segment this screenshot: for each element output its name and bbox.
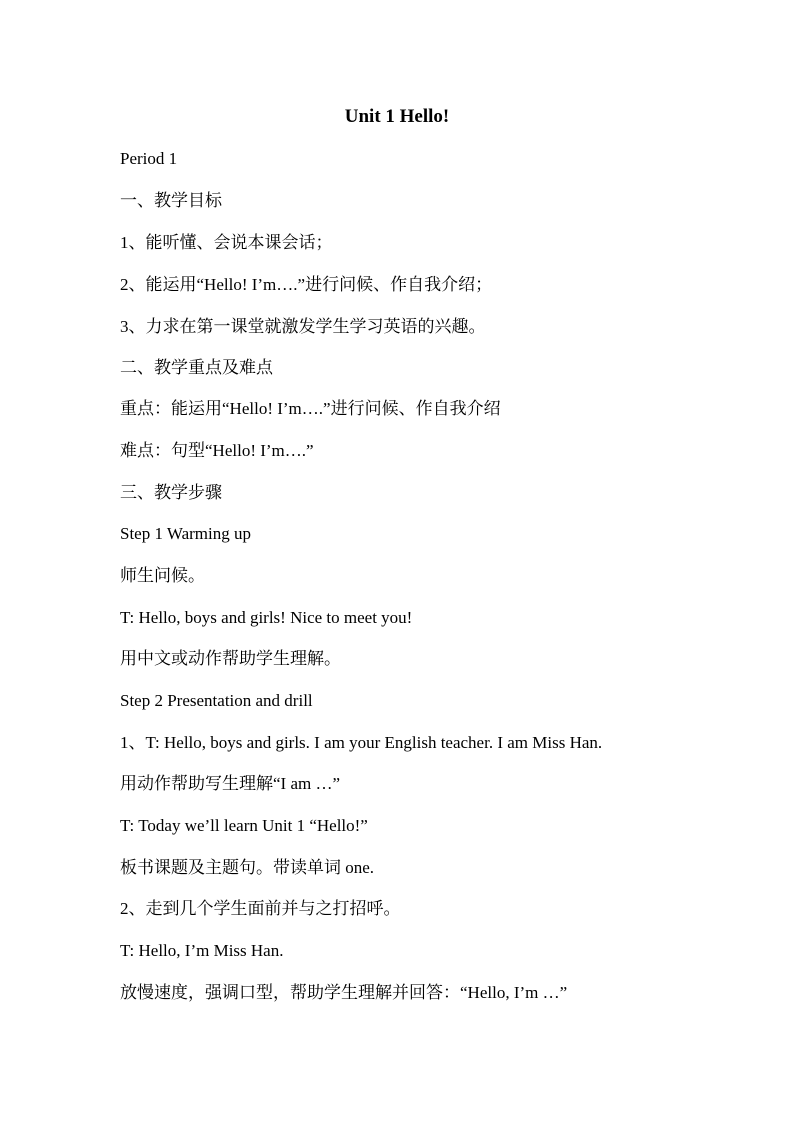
objective-item-3: 3、力求在第一课堂就激发学生学习英语的兴趣。: [120, 317, 486, 336]
difficult-point-line: 难点：句型“Hello! I’m….”: [120, 441, 314, 460]
objective-item-2: 2、能运用“Hello! I’m….”进行问候、作自我介绍；: [120, 275, 493, 294]
step-2-text-2: 板书课题及主题句。带读单词 one.: [120, 858, 375, 877]
step-2-heading: Step 2 Presentation and drill: [120, 691, 313, 710]
objective-item-1: 1、能听懂、会说本课会话；: [120, 233, 333, 252]
step-1-heading: Step 1 Warming up: [120, 524, 252, 543]
section-heading-key-points: 二、教学重点及难点: [120, 358, 273, 377]
section-heading-steps: 三、教学步骤: [120, 483, 222, 502]
step-2-dialogue-1: T: Today we’ll learn Unit 1 “Hello!”: [120, 816, 368, 835]
step-1-text-2: 用中文或动作帮助学生理解。: [120, 649, 341, 668]
step-2-item-2: 2、走到几个学生面前并与之打招呼。: [120, 899, 401, 918]
step-1-text-1: 师生问候。: [120, 566, 205, 585]
step-2-dialogue-2: T: Hello, I’m Miss Han.: [120, 941, 284, 960]
step-2-item-1: 1、T: Hello, boys and girls. I am your English teacher. I am Miss Han.: [120, 733, 603, 752]
period-heading: Period 1: [120, 149, 178, 168]
key-point-line: 重点：能运用“Hello! I’m….”进行问候、作自我介绍: [120, 399, 501, 418]
step-2-text-1: 用动作帮助写生理解“I am …”: [120, 774, 341, 793]
step-2-text-3: 放慢速度，强调口型，帮助学生理解并回答：“Hello, I’m …”: [120, 983, 568, 1002]
document-title: Unit 1 Hello!: [344, 106, 450, 127]
step-1-dialogue: T: Hello, boys and girls! Nice to meet you!: [120, 608, 413, 627]
section-heading-objectives: 一、教学目标: [120, 191, 222, 210]
